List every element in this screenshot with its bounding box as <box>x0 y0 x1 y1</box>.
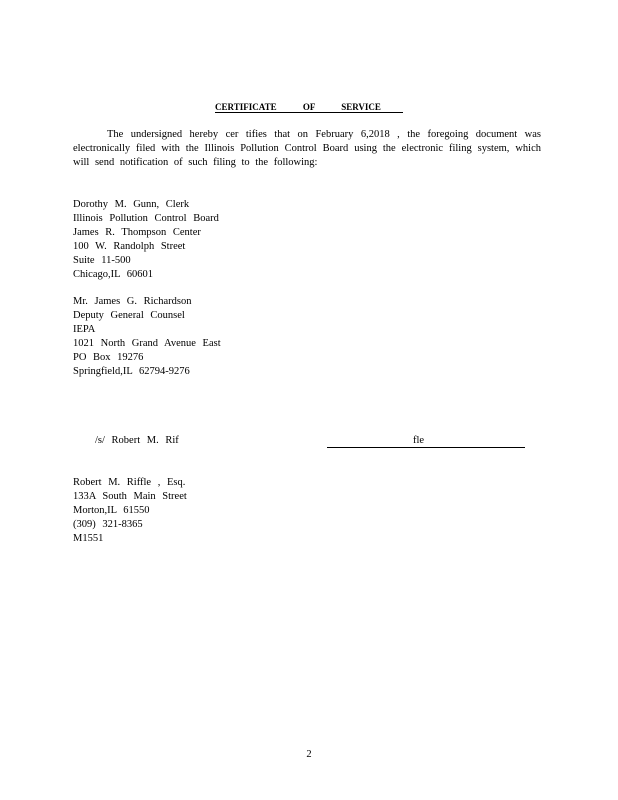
recipient-address-iepa <box>73 295 221 378</box>
certificate-paragraph: The undersigned hereby cer tifies that on February 6,2018 , the foregoing document was electronically filed with the Illinois Pollution Control Board using the electronic filing system, which will send notification of such filing to the following: <box>73 129 541 169</box>
certificate-title: CERTIFICATE OF SERVICE <box>215 102 403 113</box>
address-line: Morton,IL 61550 <box>73 504 150 516</box>
address-line: Deputy General Counsel <box>73 309 185 321</box>
signature-line-text: fle <box>413 435 425 446</box>
address-line: IEPA <box>73 323 96 335</box>
address-line: Chicago,IL 60601 <box>73 268 154 280</box>
address-line: 133A South Main Street <box>73 490 187 502</box>
page-number: 2 <box>306 749 312 760</box>
address-line: PO Box 19276 <box>73 351 144 363</box>
document-title <box>0 102 618 112</box>
address-line: Dorothy M. Gunn, Clerk <box>73 199 190 210</box>
address-line: 100 W. Randolph Street <box>73 240 186 252</box>
address-line: Suite 11-500 <box>73 254 131 266</box>
address-line: Robert M. Riffle , Esq. <box>73 477 186 488</box>
recipient-address-clerk <box>73 198 219 281</box>
address-line: Illinois Pollution Control Board <box>73 212 219 224</box>
signature-line <box>327 435 525 448</box>
address-line: Mr. James G. Richardson <box>73 296 192 307</box>
address-line: M1551 <box>73 532 104 544</box>
address-line: Springfield,IL 62794-9276 <box>73 365 190 377</box>
signature-text: /s/ Robert M. Rif <box>95 435 179 446</box>
address-line: James R. Thompson Center <box>73 226 201 238</box>
signer-address <box>73 476 187 546</box>
address-line: 1021 North Grand Avenue East <box>73 337 221 349</box>
address-line: (309) 321-8365 <box>73 518 143 530</box>
